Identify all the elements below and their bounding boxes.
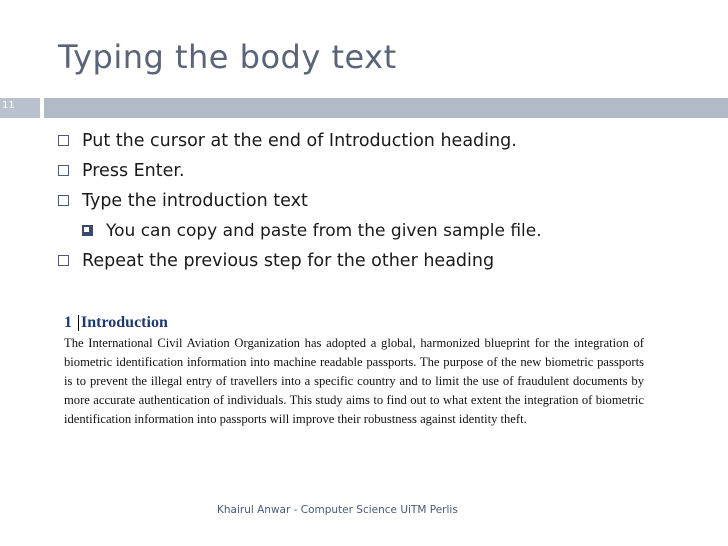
bullet-item <box>58 156 718 186</box>
text-cursor-icon <box>78 315 79 331</box>
filled-square-bullet-icon <box>82 225 93 236</box>
sub-bullet-list <box>82 216 718 246</box>
bullet-text: Repeat the previous step for the other heading <box>82 251 495 271</box>
slide-footer: Khairul Anwar - Computer Science UiTM Perlis <box>217 504 458 516</box>
checkbox-bullet-icon <box>58 165 69 176</box>
title-band-right <box>44 98 728 118</box>
bullet-item <box>58 126 718 156</box>
sample-heading-number: 1 <box>64 314 72 331</box>
bullet-text: Press Enter. <box>82 161 185 181</box>
bullet-item <box>58 246 718 276</box>
checkbox-bullet-icon <box>58 255 69 266</box>
sub-bullet-text: You can copy and paste from the given sample file. <box>106 221 542 241</box>
bullet-text: Type the introduction text <box>82 191 308 211</box>
sample-paragraph: The International Civil Aviation Organization has adopted a global, harmonized blueprint for the integration of biometric identification information into machine readable passports. The purpose of the new biometric passports is to prevent the illegal entry of travellers into a specific country and to limit the use of fraudulent documents by more accurate authentication of individuals. This study aims to find out to what extent the integration of biometric identification information into passports will improve their robustness against identity theft. <box>64 336 644 426</box>
checkbox-bullet-icon <box>58 135 69 146</box>
sample-heading-text: Introduction <box>81 314 168 331</box>
sample-document-excerpt <box>64 314 644 429</box>
bullet-item <box>58 186 718 246</box>
sample-heading <box>64 314 644 332</box>
checkbox-bullet-icon <box>58 195 69 206</box>
bullet-list <box>58 126 718 276</box>
bullet-text: Put the cursor at the end of Introduction heading. <box>82 131 517 151</box>
slide-title: Typing the body text <box>58 38 397 76</box>
sub-bullet-item <box>82 216 718 246</box>
slide-number: 11 <box>2 100 15 111</box>
